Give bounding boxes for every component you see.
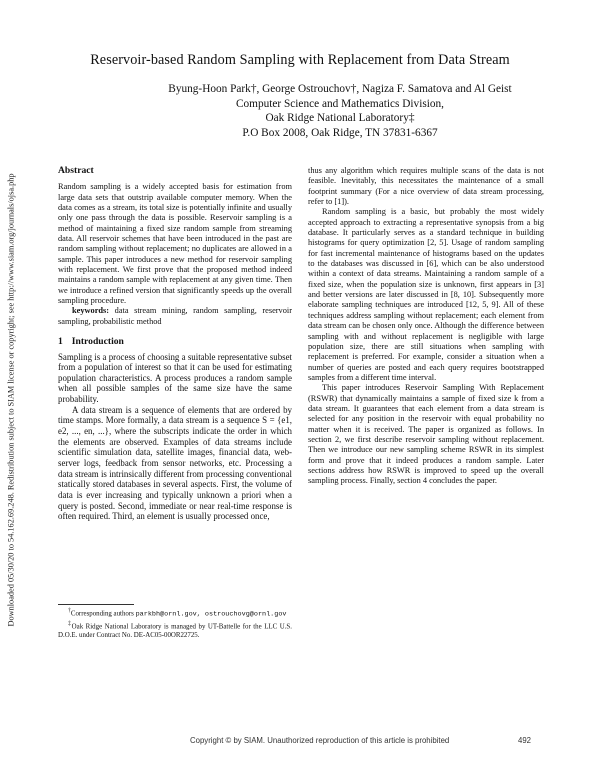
abstract-text: Random sampling is a widely accepted basis for estimation from large data sets that outstrip available computer memory. When the data comes as a stream, its total size is potentially infinite and usually only one pass through the data is possible. Reservoir sampling is a method of maintaining a fixed size random sample from streaming data. All reservoir schemes that have been introduced in the past are random sampling without replacement; no duplicates are allowed in a sample. This paper introduces a new method for reservoir sampling with replacement. We first prove that the proposed method indeed maintains a random sample with replacement at any given time. Then we introduce a refined version that significantly speeds up the overall sampling procedure.	[58, 182, 292, 306]
page-number: 492	[518, 736, 532, 745]
body-paragraph: thus any algorithm which requires multiple scans of the data is not feasible. Inevitably, this necessitates the maintenance of a small footprint summary (For a nice overview of data stream processing, refer to [1]).	[308, 166, 544, 207]
footnote-rule	[58, 604, 134, 605]
author-division: Computer Science and Mathematics Division,	[235, 97, 444, 110]
section-title: Introduction	[71, 336, 124, 348]
footnote-mark-dagger: †	[68, 608, 71, 614]
author-names: Byung-Hoon Park†, George Ostrouchov†, Nagiza F. Samatova and Al Geist	[168, 83, 512, 95]
footnotes	[58, 607, 292, 641]
footnote-ornl	[58, 620, 292, 640]
right-column	[308, 166, 544, 487]
section-heading-introduction	[58, 337, 292, 347]
keywords-line	[58, 306, 292, 327]
copyright-notice: Copyright © by SIAM. Unauthorized reproduction of this article is prohibited	[190, 736, 450, 745]
footnote-emails: parkbh@ornl.gov, ostrouchovg@ornl.gov	[135, 610, 287, 619]
abstract-heading: Abstract	[58, 165, 94, 176]
footnote-mark-ddagger: ‡	[68, 620, 72, 627]
footnote-corresponding	[58, 607, 292, 619]
section-number: 1	[58, 336, 63, 348]
body-paragraph: This paper introduces Reservoir Sampling With Replacement (RSWR) that dynamically maintains a sample of fixed size k from a data stream. It guarantees that each element from a data stream is selected for any position in the reservoir with equal probability no matter when it is received. The paper is organized as follows. In section 2, we first describe reservoir sampling without replacement. Then we introduce our new sampling scheme RSWR in its simplest form and prove that it indeed produces a random sample. Later sections address how RSWR is improved to speed up the overall sampling process. Finally, section 4 concludes the paper.	[308, 383, 544, 486]
author-address: P.O Box 2008, Oak Ridge, TN 37831-6367	[242, 126, 438, 139]
paper-title: Reservoir-based Random Sampling with Replacement from Data Stream	[90, 52, 510, 68]
download-notice-sidebar	[0, 0, 20, 776]
introduction-body	[58, 352, 292, 523]
body-paragraph: Random sampling is a basic, but probably the most widely accepted approach to extracting a representative synopsis from a big database. It particularly serves as a standard technique in building histograms for query optimization [2, 5]. Usage of random sampling for fast incremental maintenance of histograms based on the updates to the databases was discussed in [6], which can be also understood within a context of data streams. Maintaining a random sample of a fixed size, when the population size is unknown, first appears in [3] and better versions are later discussed in [8, 10]. Subsequently more elaborate sampling techniques are introduced [12, 5, 9]. All of these techniques address sampling without replacement; each element from data stream can be chosen only once. Although the difference between sampling with and without replacement is negligible with large population size, there are still situations when sampling with replacement is preferred. For example, consider a situation when a number of queries are posted and each query requires bootstrapped samples from a different time interval.	[308, 207, 544, 382]
keywords-label: keywords:	[72, 306, 110, 316]
intro-paragraph: A data stream is a sequence of elements that are ordered by time stamps. More formally, a data stream is a sequence S = {e1, e2, ..., en, ...}, where the subscripts indicate the order in which the elements are observed. Examples of data streams include scientific simulation data, satellite images, financial data, web-server logs, feedback from sensor networks, etc. Processing a data stream is intrinsically different from processing conventional statically stored databases in several aspects. First, the volume of data is ever increasing and typically unknown a priori when a query is posted. Second, immediate or near real-time response is often required. Third, an element is usually processed once,	[58, 404, 292, 522]
author-block	[120, 82, 560, 140]
intro-paragraph: Sampling is a process of choosing a suitable representative subset from a population of interest so that it can be used for estimating population characteristics. A process produces a random sample when all possible samples of the same size have the same probability.	[58, 351, 292, 405]
abstract	[58, 182, 292, 327]
footnote-ornl-text: Oak Ridge National Laboratory is managed by UT-Battelle for the LLC U.S. D.O.E. under Contract No. DE-AC05-00OR22725.	[58, 623, 292, 639]
keywords-text: data stream mining, random sampling, reservoir sampling, probabilistic method	[58, 306, 292, 326]
author-lab: Oak Ridge National Laboratory‡	[265, 112, 415, 125]
left-column	[58, 166, 292, 522]
download-notice-text: Downloaded 05/30/20 to 54.162.69.248. Redistribution subject to SIAM license or copyright; see http://www.siam.org/journals/ojsa.php	[6, 173, 16, 627]
footnote-label: Corresponding authors	[70, 610, 134, 618]
